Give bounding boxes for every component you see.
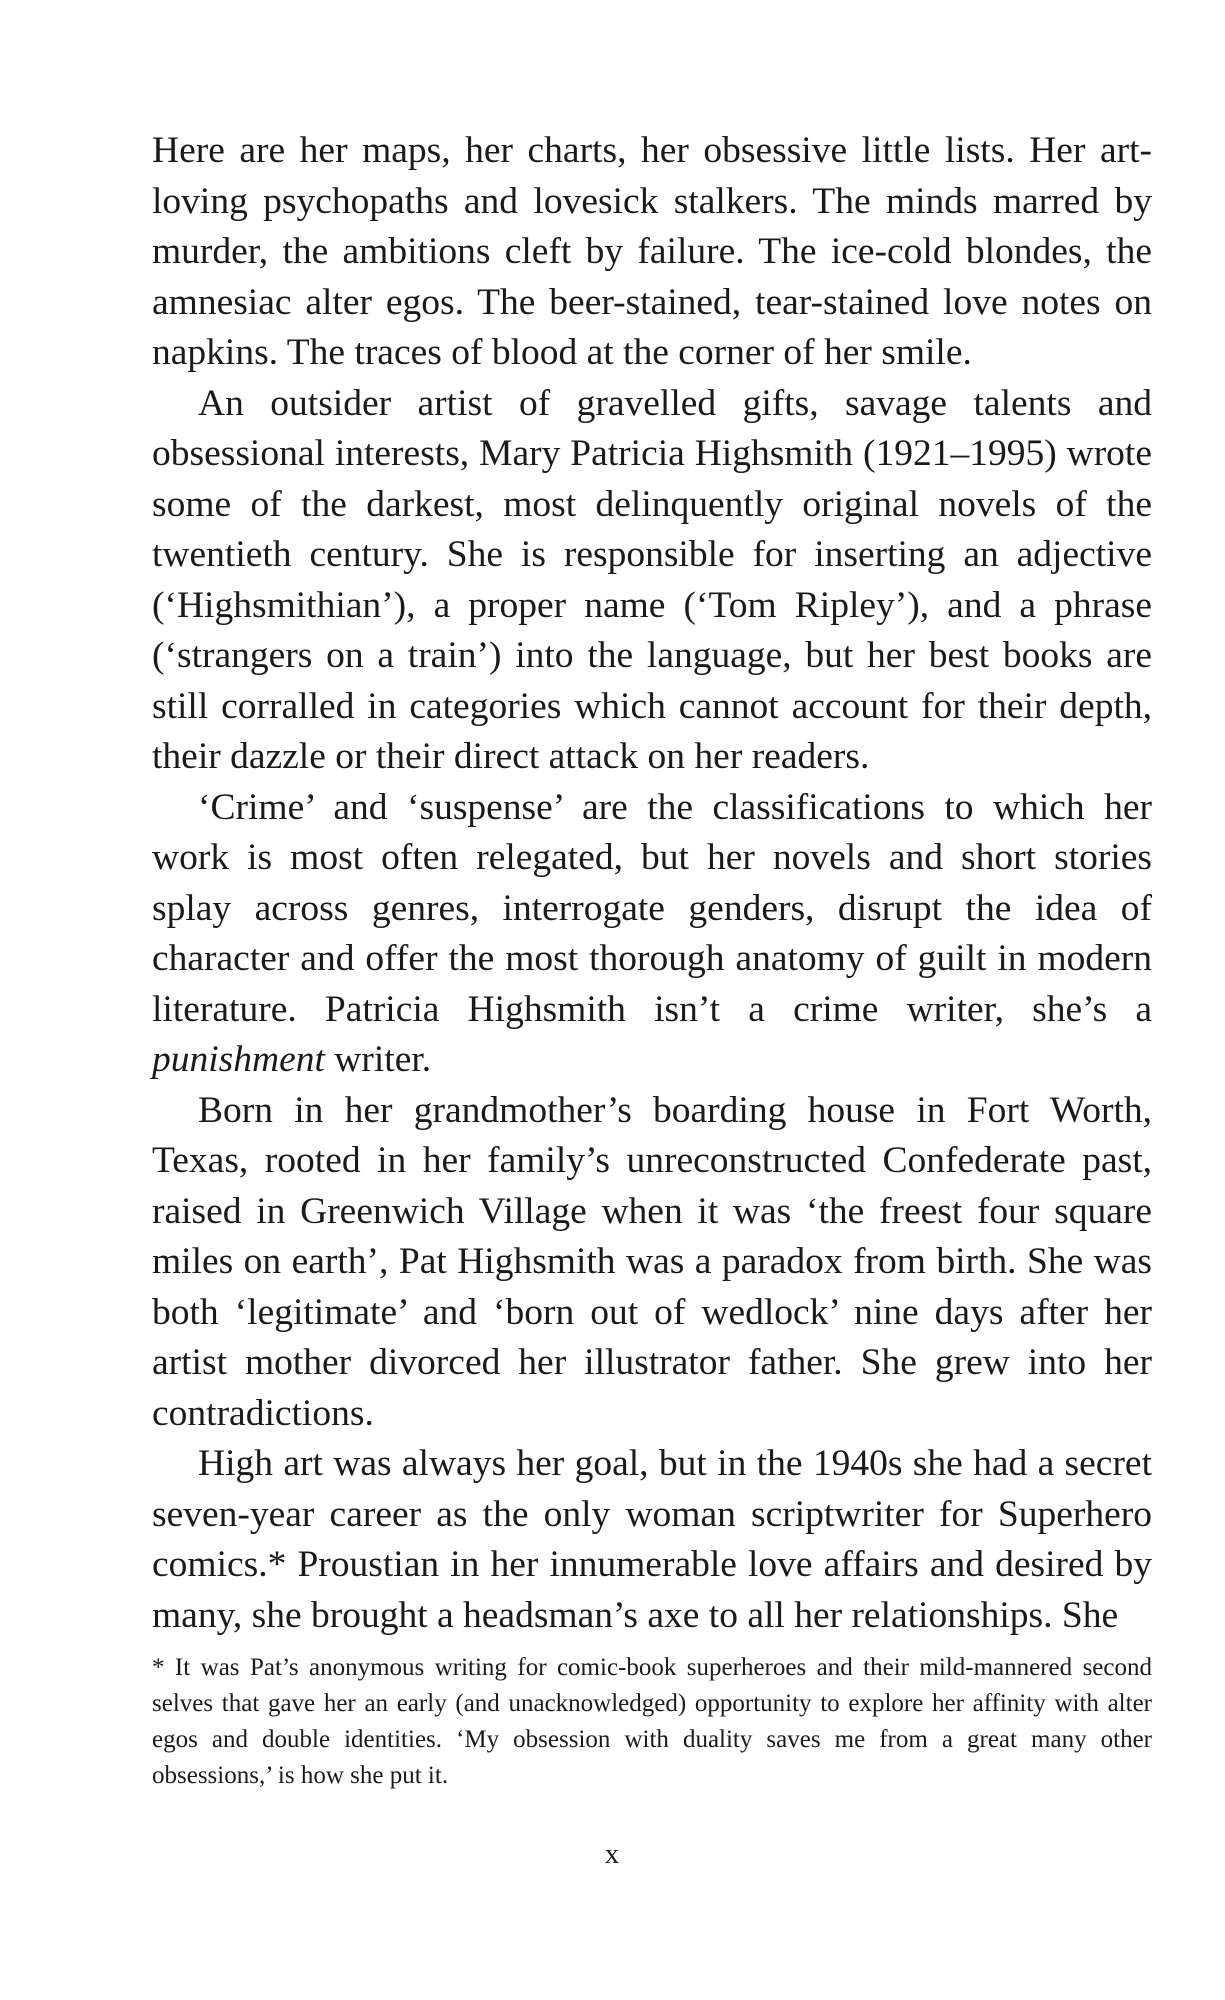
main-text	[152, 126, 1152, 1641]
crime-paragraph-ending: writer.	[324, 1039, 432, 1080]
emphasis-punishment: punishment	[152, 1039, 325, 1080]
crime-paragraph-text: ‘Crime’ and ‘suspense’ are the classifications to which her work is most often relegated, but her novels and short stories splay across genres, interrogate genders, disrupt the idea of character and offer the most thorough anatomy of guilt in modern literature. Patricia Highsmith isn’t a crime writer, she’s a	[152, 786, 1152, 1030]
paragraph-crime-and-suspense	[152, 783, 1152, 1086]
footnote: * It was Pat’s anonymous writing for comic-book superheroes and their mild-mannered second selves that gave her an early (and unacknowledged) opportunity to explore her affinity with alter egos and double identities. ‘My obsession with duality saves me from a great many other obsessions,’ is how she put it.	[152, 1654, 1152, 1789]
paragraph-outsider-artist: An outsider artist of gravelled gifts, savage talents and obsessional interests, Mary Patricia Highsmith (1921–1995) wrote some of the darkest, most delinquently original novels of the twentieth century. She is responsible for inserting an adjective (‘Highsmithian’), a proper name (‘Tom Ripley’), and a phrase (‘strangers on a train’) into the language, but her best books are still corralled in categories which cannot account for their depth, their dazzle or their direct attack on her readers.	[152, 382, 1152, 777]
paragraph-high-art: High art was always her goal, but in the 1940s she had a secret seven-year career as the only woman scriptwriter for Superhero comics.* Proustian in her innumerable love affairs and desired by many, she brought a headsman’s axe to all her relationships. She	[152, 1443, 1152, 1636]
paragraph-maps-and-charts: Here are her maps, her charts, her obsessive little lists. Her art-loving psychopaths and lovesick stalkers. The minds marred by murder, the ambitions cleft by failure. The ice-cold blondes, the amnesiac alter egos. The beer-stained, tear-stained love notes on napkins. The traces of blood at the corner of her smile.	[152, 130, 1152, 373]
paragraph-born-fort-worth: Born in her grandmother’s boarding house in Fort Worth, Texas, rooted in her family’s unreconstructed Confederate past, raised in Greenwich Village when it was ‘the freest four square miles on earth’, Pat Highsmith was a paradox from birth. She was both ‘legitimate’ and ‘born out of wedlock’ nine days after her artist mother divorced her illustrator father. She grew into her contradictions.	[152, 1089, 1152, 1434]
page-number: x	[604, 1838, 621, 1870]
